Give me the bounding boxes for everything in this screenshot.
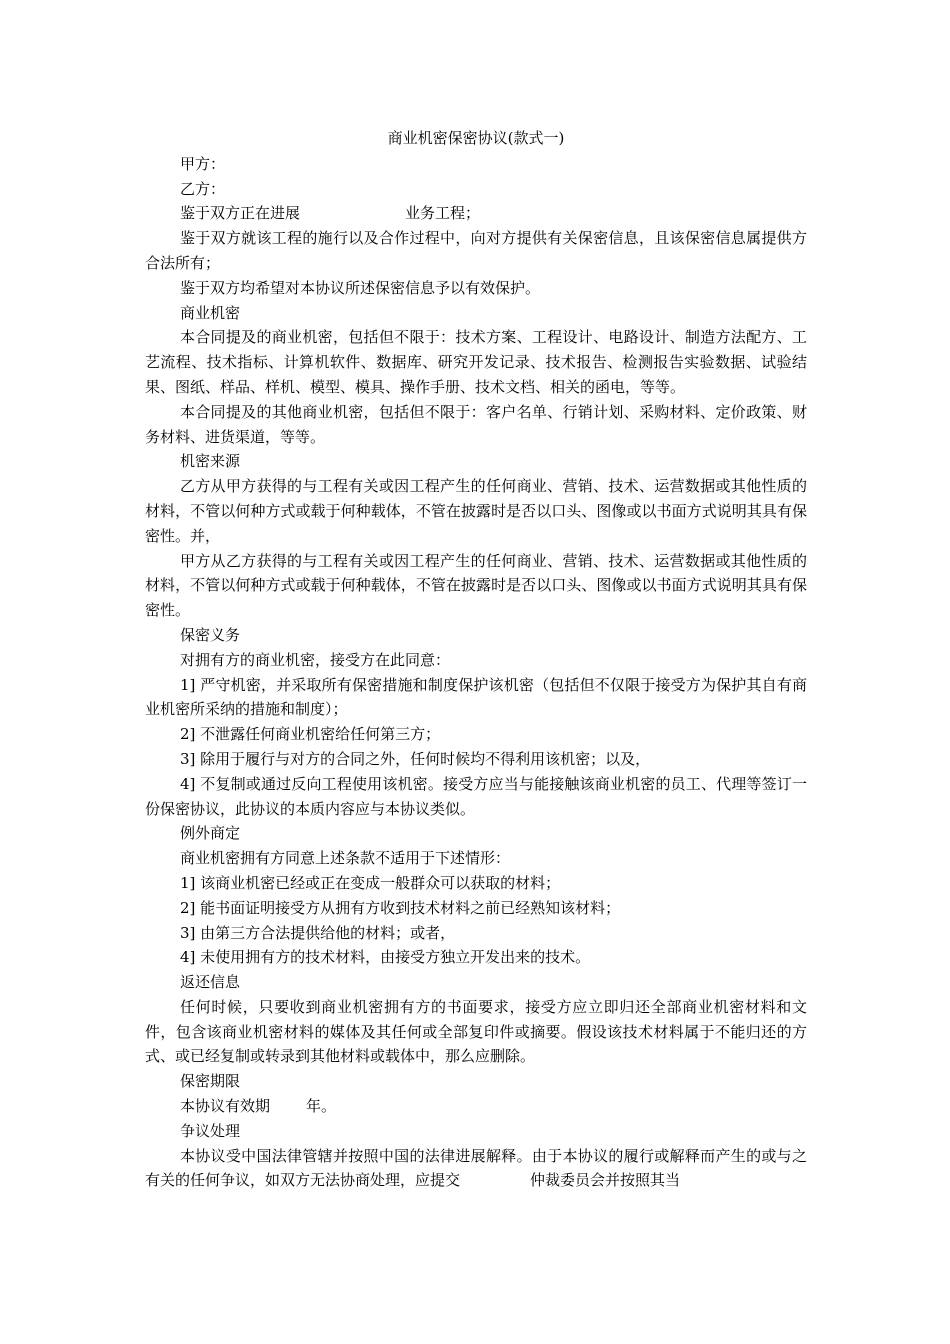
term-line (145, 1094, 807, 1119)
whereas-1-text-a: 鉴于双方正在进展 (179, 204, 300, 223)
section-title-exceptions: 例外商定 (179, 824, 240, 843)
party-a-line: 甲方： (179, 154, 225, 173)
list-item: 4] 未使用拥有方的技术材料，由接受方独立开发出来的技术。 (179, 948, 591, 967)
paragraph: 乙方从甲方获得的与工程有关或因工程产生的任何商业、营销、技术、运营数据或其他性质的材料，不管以何种方式或载于何种载体，不管在披露时是否以口头、图像或以书面方式说明其具有保密性。并， (145, 477, 807, 545)
term-text-b: 年。 (305, 1097, 336, 1116)
section-title-term: 保密期限 (179, 1072, 240, 1091)
disputes-text-a: 本协议受中国法律管辖并按照中国的法律进展解释。由于本协议的履行或解释而产生的或与之有关的任何争议，如双方无法协商处理，应提交 (145, 1146, 807, 1190)
list-item: 3] 除用于履行与对方的合同之外，任何时候均不得利用该机密；以及， (179, 749, 651, 768)
section-title-secret-source: 机密来源 (179, 452, 240, 471)
section-title-disputes: 争议处理 (179, 1121, 240, 1140)
section-title-trade-secret: 商业机密 (179, 303, 240, 322)
whereas-2: 鉴于双方就该工程的施行以及合作过程中，向对方提供有关保密信息，且该保密信息属提供方合法所有； (145, 229, 807, 272)
document-page (145, 126, 807, 1193)
whereas-1-text-b: 业务工程； (404, 204, 480, 223)
list-item: 3] 由第三方合法提供给他的材料；或者， (179, 923, 456, 942)
list-item: 2] 能书面证明接受方从拥有方收到技术材料之前已经熟知该材料； (179, 898, 621, 917)
paragraph: 甲方从乙方获得的与工程有关或因工程产生的任何商业、营销、技术、运营数据或其他性质的材料，不管以何种方式或载于何种载体，不管在披露时是否以口头、图像或以书面方式说明其具有保密性。 (145, 551, 807, 620)
disputes-text-b: 仲裁委员会并按照其当 (530, 1171, 681, 1190)
paragraph: 任何时候，只要收到商业机密拥有方的书面要求，接受方应立即归还全部商业机密材料和文件，包含该商业机密材料的媒体及其任何或全部复印件或摘要。假设该技术材料属于不能归还的方式、或已经复制或转录到其他材料或载体中，那么应删除。 (145, 997, 807, 1066)
paragraph (145, 1144, 807, 1194)
paragraph: 对拥有方的商业机密，接受方在此同意： (179, 650, 450, 669)
paragraph: 商业机密拥有方同意上述条款不适用于下述情形： (179, 849, 510, 868)
section-title-obligations: 保密义务 (179, 625, 240, 644)
paragraph: 本合同提及的其他商业机密，包括但不限于：客户名单、行销计划、采购材料、定价政策、财务材料、进货渠道，等等。 (145, 402, 807, 446)
term-text-a: 本协议有效期 (179, 1097, 270, 1116)
list-item: 2] 不泄露任何商业机密给任何第三方； (179, 725, 441, 744)
party-b-line: 乙方： (179, 179, 225, 198)
list-item: 4] 不复制或通过反向工程使用该机密。接受方应当与能接触该商业机密的员工、代理等签订一份保密协议，此协议的本质内容应与本协议类似。 (145, 774, 807, 818)
list-item: 1] 严守机密，并采取所有保密措施和制度保护该机密（包括但不仅限于接受方为保护其自有商业机密所采纳的措施和制度）； (145, 675, 807, 719)
section-title-return-info: 返还信息 (179, 973, 240, 992)
document-title: 商业机密保密协议(款式一) (387, 129, 565, 147)
paragraph: 本合同提及的商业机密，包括但不限于：技术方案、工程设计、电路设计、制造方法配方、工艺流程、技术指标、计算机软件、数据库、研究开发记录、技术报告、检测报告实验数据、试验结果、图纸、样品、样机、模型、模具、操作手册、技术文档、相关的函电，等等。 (145, 328, 807, 396)
list-item: 1] 该商业机密已经或正在变成一般群众可以获取的材料； (179, 873, 561, 892)
whereas-1 (145, 201, 807, 226)
whereas-3: 鉴于双方均希望对本协议所述保密信息予以有效保护。 (179, 278, 540, 297)
